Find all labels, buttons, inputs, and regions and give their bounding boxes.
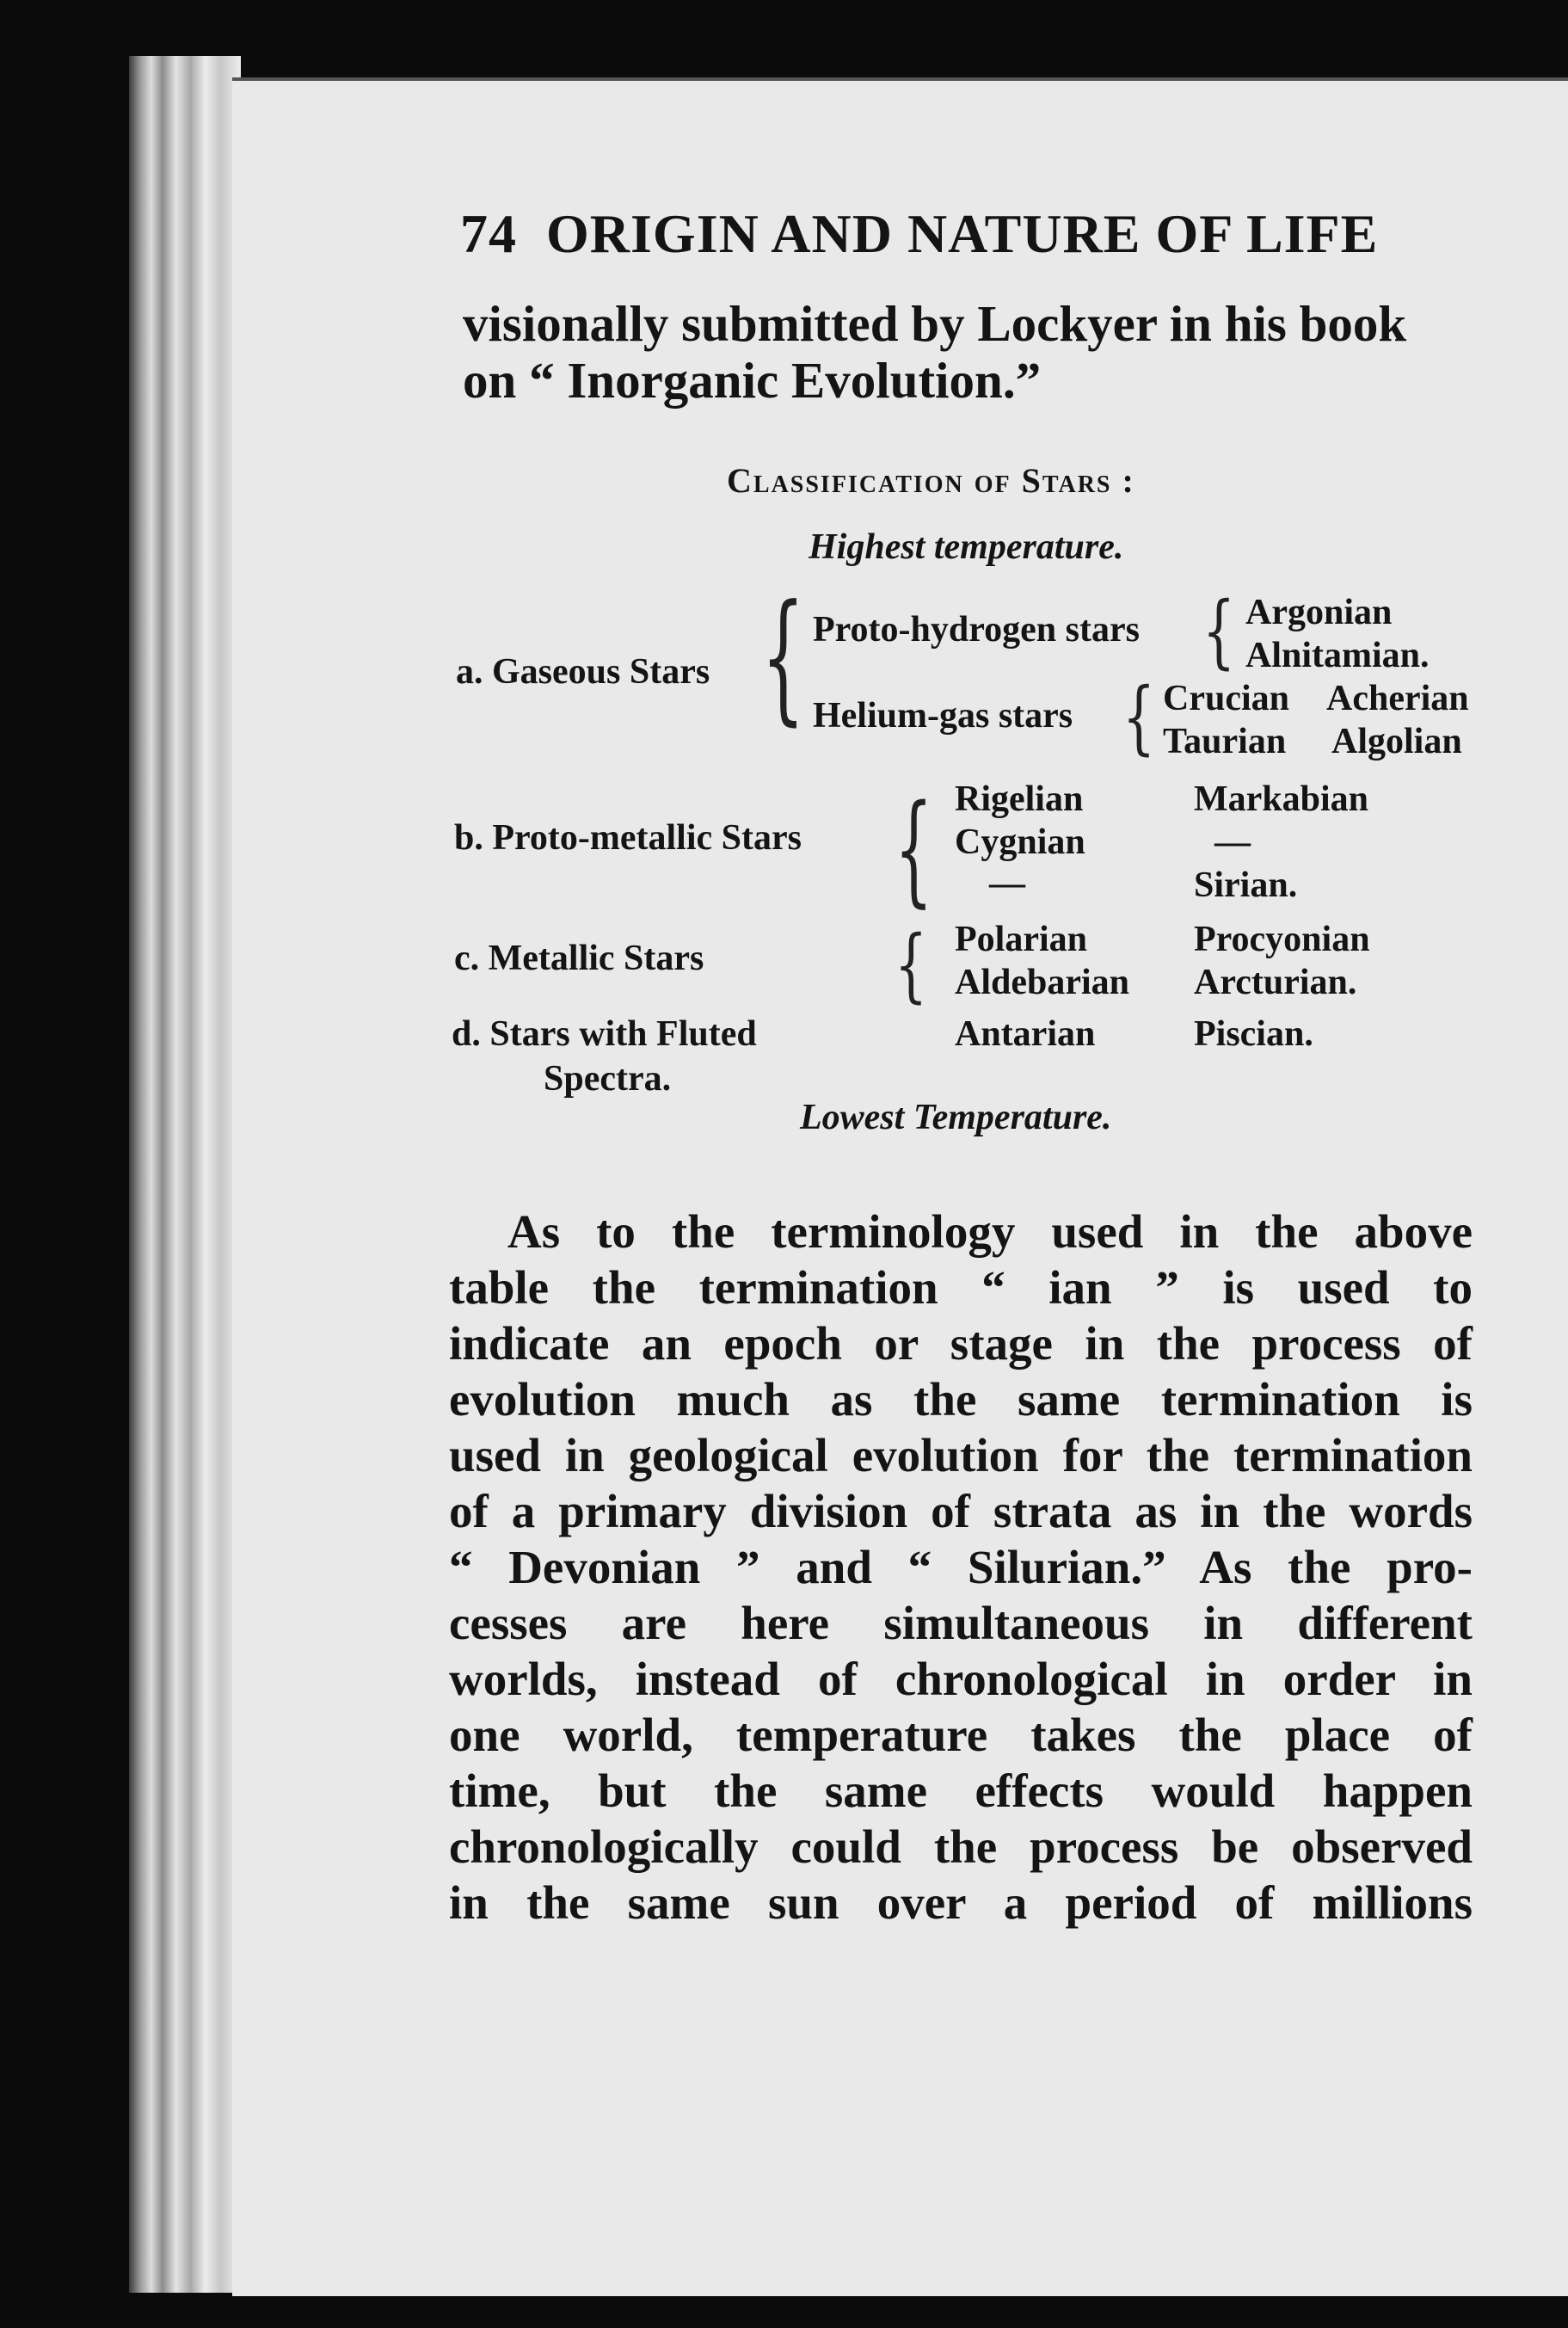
entry-alnitamian: Alnitamian. <box>1245 636 1430 675</box>
entry-cygnian: Cygnian <box>955 822 1085 862</box>
proto-hydrogen-brace: { <box>1202 585 1236 679</box>
entry-taurian: Taurian <box>1163 722 1287 761</box>
group-b-label: b. Proto-metallic Stars <box>454 818 802 858</box>
group-c-label: c. Metallic Stars <box>454 939 704 978</box>
entry-arcturian: Arcturian. <box>1194 963 1357 1002</box>
paragraph-line-2: table the termination “ ian ” is used to <box>449 1261 1473 1314</box>
entry-acherian: Acherian <box>1326 679 1469 718</box>
entry-dash-2: — <box>1214 822 1251 862</box>
highest-temperature-label: Highest temperature. <box>809 527 1124 567</box>
paragraph-line-8: cesses are here simultaneous in different <box>449 1597 1473 1649</box>
paragraph-line-3: indicate an epoch or stage in the process of <box>449 1317 1473 1370</box>
intro-line-1: visionally submitted by Lockyer in his book <box>463 295 1407 352</box>
paragraph-line-10: one world, temperature takes the place of <box>449 1709 1473 1761</box>
running-head <box>460 202 1378 266</box>
entry-antarian: Antarian <box>955 1014 1096 1054</box>
paragraph-line-7: “ Devonian ” and “ Silurian.” As the pro- <box>449 1541 1473 1593</box>
paragraph-line-4: evolution much as the same termination is <box>449 1373 1473 1426</box>
entry-crucian: Crucian <box>1163 679 1289 718</box>
paragraph-line-6: of a primary division of strata as in the words <box>449 1485 1473 1537</box>
paragraph-line-1: As to the terminology used in the above <box>507 1205 1473 1258</box>
subgroup-proto-hydrogen-label: Proto-hydrogen stars <box>813 610 1140 650</box>
entry-procyonian: Procyonian <box>1194 920 1370 959</box>
entry-argonian: Argonian <box>1245 593 1393 632</box>
entry-dash-1: — <box>989 864 1025 903</box>
entry-algolian: Algolian <box>1331 722 1462 761</box>
table-title: Classification of Stars : <box>727 461 1135 500</box>
entry-aldebarian: Aldebarian <box>955 963 1130 1002</box>
group-d-label-continued: Spectra. <box>544 1059 672 1099</box>
paragraph-line-9: worlds, instead of chronological in order in <box>449 1653 1473 1705</box>
subgroup-helium-gas-label: Helium-gas stars <box>813 696 1073 736</box>
paragraph-line-12: chronologically could the process be observed <box>449 1820 1473 1873</box>
intro-line-2: on “ Inorganic Evolution.” <box>463 352 1042 409</box>
group-c-brace: { <box>895 919 928 1013</box>
paragraph-line-13: in the same sun over a period of millions <box>449 1876 1473 1929</box>
helium-gas-brace: { <box>1122 671 1156 765</box>
paragraph-line-11: time, but the same effects would happen <box>449 1764 1473 1817</box>
running-title: ORIGIN AND NATURE OF LIFE <box>546 203 1379 264</box>
group-a-label: a. Gaseous Stars <box>456 652 710 692</box>
entry-polarian: Polarian <box>955 920 1087 959</box>
paragraph-line-5: used in geological evolution for the termination <box>449 1429 1473 1481</box>
entry-markabian: Markabian <box>1194 779 1369 819</box>
entry-rigelian: Rigelian <box>955 779 1084 819</box>
group-a-brace: { <box>761 575 805 739</box>
book-page-edges <box>129 56 241 2293</box>
lowest-temperature-label: Lowest Temperature. <box>800 1098 1112 1137</box>
entry-piscian: Piscian. <box>1194 1014 1313 1054</box>
group-b-brace: { <box>895 779 933 920</box>
entry-sirian: Sirian. <box>1194 865 1298 905</box>
group-d-label: d. Stars with Fluted <box>452 1014 757 1054</box>
page-number: 74 <box>460 203 517 264</box>
